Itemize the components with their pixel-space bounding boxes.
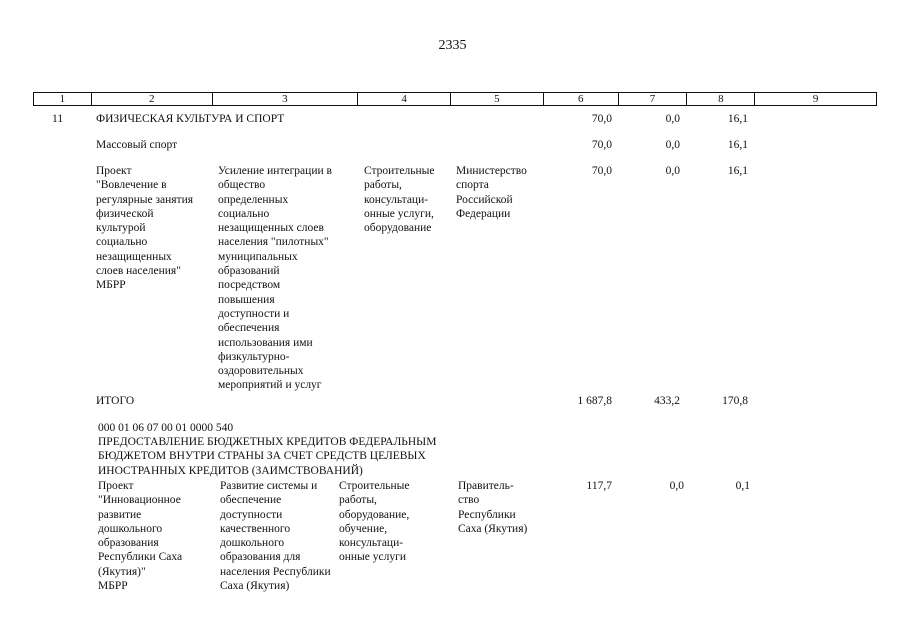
project-goal-line: муниципальных xyxy=(218,250,298,263)
project-name-line: Проект xyxy=(96,165,132,177)
column-header-3: 3 xyxy=(213,93,359,105)
project-name xyxy=(96,164,193,293)
project-goal-line: образований xyxy=(218,265,280,278)
project-name-line: образования xyxy=(98,537,159,550)
column-header-9: 9 xyxy=(812,93,819,105)
project-goal-line: определенных xyxy=(218,193,289,206)
project-goal xyxy=(218,164,332,393)
project-use-line: работы, xyxy=(364,179,402,192)
column-header-6: 6 xyxy=(544,93,619,105)
budget-section-title xyxy=(98,435,436,478)
budget-title-line: БЮДЖЕТОМ ВНУТРИ СТРАНЫ ЗА СЧЕТ СРЕДСТВ ЦЕЛЕВЫХ xyxy=(98,450,426,463)
project-goal-line: посредством xyxy=(218,279,281,292)
subsection-title: Массовый спорт xyxy=(96,139,178,151)
project-name-line: развитие xyxy=(98,508,142,521)
project-goal-line: мероприятий и услуг xyxy=(218,379,322,392)
project-executor-line: Республики xyxy=(458,508,516,521)
project-executor-line: Российской xyxy=(456,193,513,206)
project-name-line: дошкольного xyxy=(98,522,163,535)
project-goal-line: населения Республики xyxy=(220,565,331,578)
project-goal-line: Развитие системы и xyxy=(220,480,318,492)
project-value-col7: 0,0 xyxy=(669,480,684,492)
project-value-col8: 16,1 xyxy=(727,165,748,177)
project-goal-line: Усиление интеграции в xyxy=(218,165,332,177)
project-value-col6: 117,7 xyxy=(586,480,612,492)
project-name-line: "Инновационное xyxy=(98,494,181,507)
project-goal-line: незащищенных слоев xyxy=(218,222,324,235)
project-goal-line: повышения xyxy=(218,293,275,306)
project-goal-line: образования для xyxy=(220,551,301,564)
section-value-col7: 0,0 xyxy=(665,113,680,125)
project-goal-line: дошкольного xyxy=(220,537,285,550)
total-label: ИТОГО xyxy=(96,395,135,407)
project-goal-line: социально xyxy=(218,207,270,220)
column-header-5: 5 xyxy=(451,93,544,105)
project-value-col6: 70,0 xyxy=(591,165,612,177)
project-goal-line: качественного xyxy=(220,522,291,535)
project-funds-use xyxy=(364,164,434,235)
project-executor-line: спорта xyxy=(456,179,489,192)
project-goal-line: использования ими xyxy=(218,336,313,349)
column-header-2: 2 xyxy=(92,93,213,105)
project-goal-line: населения "пилотных" xyxy=(218,236,329,249)
project-executor xyxy=(458,479,527,536)
project-goal-line: доступности и xyxy=(218,307,290,320)
subsection-value-col6: 70,0 xyxy=(591,139,612,151)
project-name-line: незащищенных xyxy=(96,250,172,263)
project-use-line: работы, xyxy=(339,494,377,507)
total-value-col8: 170,8 xyxy=(722,395,748,407)
project-use-line: онные услуги xyxy=(339,551,406,564)
project-executor-line: Федерации xyxy=(456,207,511,220)
project-goal-line: обеспечения xyxy=(218,322,280,335)
column-header-4: 4 xyxy=(358,93,451,105)
project-name-line: "Вовлечение в xyxy=(96,179,167,192)
project-use-line: оборудование xyxy=(364,222,432,235)
column-header-1: 1 xyxy=(34,93,92,105)
section-value-col8: 16,1 xyxy=(727,113,748,125)
project-executor xyxy=(456,164,527,221)
project-goal-line: общество xyxy=(218,179,266,192)
budget-section-code: 000 01 06 07 00 01 0000 540 xyxy=(98,422,234,434)
project-executor-line: Саха (Якутия) xyxy=(458,522,528,535)
column-header-8: 8 xyxy=(687,93,755,105)
total-value-col6: 1 687,8 xyxy=(577,395,612,407)
project-goal-line: обеспечение xyxy=(220,494,282,507)
project-name-line: МБРР xyxy=(98,580,128,593)
project-name-line: (Якутия)" xyxy=(98,565,146,578)
project-executor-line: Правитель- xyxy=(458,480,514,492)
project-use-line: обучение, xyxy=(339,522,388,535)
project-goal-line: доступности xyxy=(220,508,283,521)
section-number: 11 xyxy=(52,113,64,125)
project-use-line: консультаци- xyxy=(339,537,404,550)
project-goal-line: Саха (Якутия) xyxy=(220,580,290,593)
column-header-7: 7 xyxy=(619,93,688,105)
project-name-line: слоев населения" xyxy=(96,265,181,278)
project-use-line: онные услуги, xyxy=(364,207,434,220)
project-name-line: физической xyxy=(96,207,154,220)
project-name-line: МБРР xyxy=(96,279,126,292)
project-name-line: регулярные занятия xyxy=(96,193,194,206)
project-goal xyxy=(220,479,331,593)
project-name-line: социально xyxy=(96,236,148,249)
project-goal-line: оздоровительных xyxy=(218,365,304,378)
project-name-line: Республики Саха xyxy=(98,551,183,564)
project-value-col7: 0,0 xyxy=(665,165,680,177)
budget-title-line: ИНОСТРАННЫХ КРЕДИТОВ (ЗАИМСТВОВАНИЙ) xyxy=(98,464,363,477)
column-header-row xyxy=(33,92,877,106)
budget-title-line: ПРЕДОСТАВЛЕНИЕ БЮДЖЕТНЫХ КРЕДИТОВ ФЕДЕРАЛЬНЫМ xyxy=(98,436,437,448)
total-value-col7: 433,2 xyxy=(654,395,680,407)
project-use-line: оборудование, xyxy=(339,508,410,521)
project-goal-line: физкультурно- xyxy=(218,350,290,363)
subsection-value-col8: 16,1 xyxy=(727,139,748,151)
project-funds-use xyxy=(339,479,409,565)
project-name-line: культурой xyxy=(96,222,146,235)
project-executor-line: Министерство xyxy=(456,165,527,177)
subsection-value-col7: 0,0 xyxy=(665,139,680,151)
page-number: 2335 xyxy=(438,38,467,53)
section-title: ФИЗИЧЕСКАЯ КУЛЬТУРА И СПОРТ xyxy=(96,113,285,125)
project-use-line: Строительные xyxy=(339,480,410,492)
project-name-line: Проект xyxy=(98,480,134,492)
project-use-line: Строительные xyxy=(364,165,435,177)
section-value-col6: 70,0 xyxy=(591,113,612,125)
project-value-col8: 0,1 xyxy=(735,480,750,492)
project-name xyxy=(98,479,182,593)
project-use-line: консультаци- xyxy=(364,193,429,206)
project-executor-line: ство xyxy=(458,494,480,507)
